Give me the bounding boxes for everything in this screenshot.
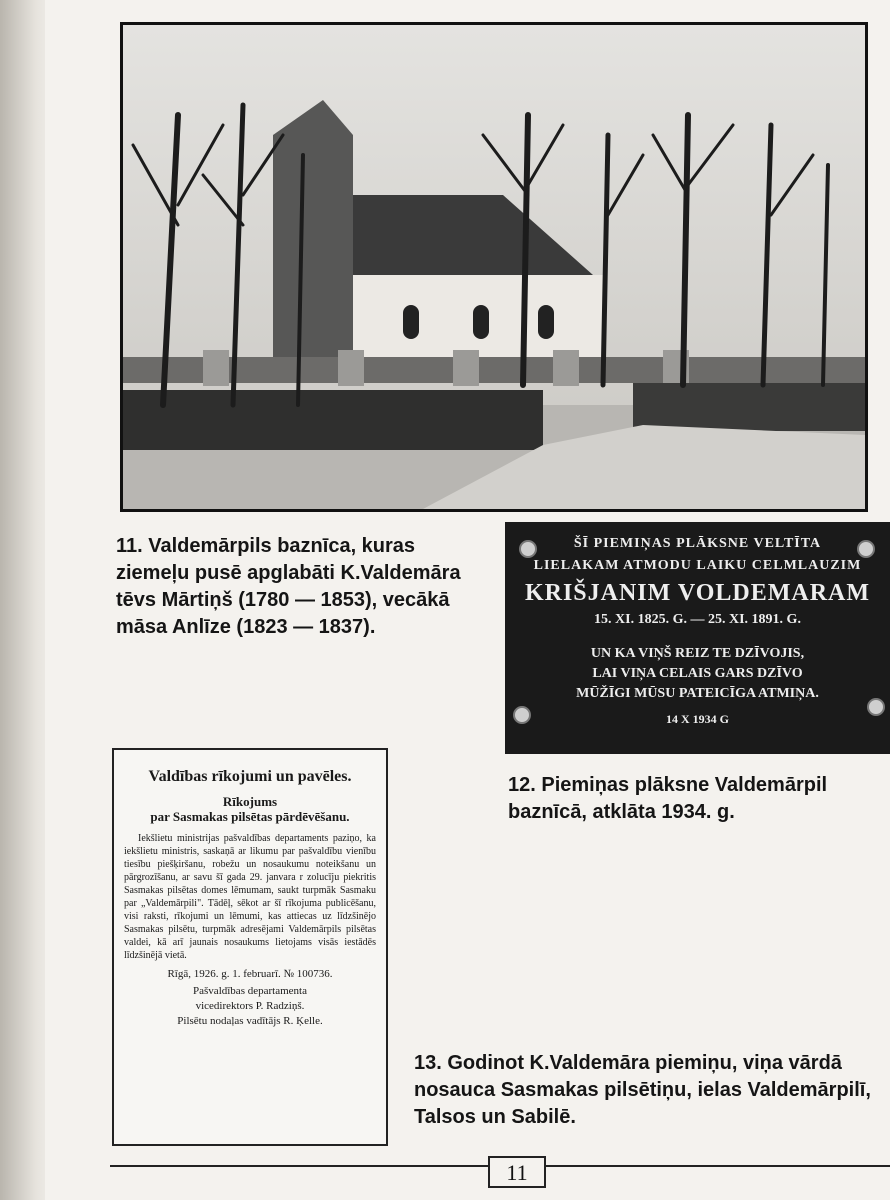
plaque-line: LAI VIŅA CELAIS GARS DZĪVO (592, 666, 803, 681)
plaque-line: UN KA VIŅŠ REIZ TE DZĪVOJIS, (590, 646, 805, 661)
caption-12-line-2: baznīcā, atklāta 1934. g. (508, 801, 735, 823)
plaque-dates: 15. XI. 1825. G. — 25. XI. 1891. G. (594, 612, 801, 627)
clipping-signature (124, 984, 376, 1029)
church-photo (120, 22, 868, 512)
signature-line: Pašvaldības departamenta (193, 985, 307, 997)
caption-13: 13. Godinot K.Valdemāra piemiņu, viņa vārdā nosauca Sasmakas pilsētiņu, ielas Valdemārpilī, Talsos un Sabilē. (414, 1052, 871, 1128)
plaque-line: MŪŽĪGI MŪSU PATEICĪGA ATMIŅA. (576, 686, 819, 701)
caption-11: 11. Valdemārpils baznīca, kuras ziemeļu pusē apglabāti K.Valdemāra tēvs Mārtiņš (1780 — 1853), vecākā māsa Anlīze (1823 — 1837). (116, 535, 461, 638)
clipping-subtitle-1: Rīkojums (222, 794, 278, 809)
clipping-subtitle (124, 794, 376, 824)
clipping-heading: Valdības rīkojumi un pavēles. (148, 768, 352, 785)
plaque-line: ŠĪ PIEMIŅAS PLĀKSNE VELTĪTA (573, 536, 822, 551)
plaque-unveil-date: 14 X 1934 G (666, 712, 729, 726)
clipping-date: Rīgā, 1926. g. 1. februarī. № 100736. (167, 968, 333, 980)
caption-12 (508, 772, 890, 826)
newspaper-clipping (112, 748, 388, 1146)
clipping-body: Iekšlietu ministrijas pašvaldības departaments paziņo, ka iekšlietu ministris, saskaņā ar likumu par pašvaldību vienību tiesību piešķiršanu, robežu un nosaukumu noteikšanu un pārgrozīšanu, ar savu šī gada 29. janvara r zolucīju piekritis Sasmakas pilsētas domes lēmumam, saukt turpmāk Sasmaku par „Valdemārpili". Tādēļ, sēkot ar šī rīkojuma publicēšanu, visi raksti, rīkojumi un lēmumi, kas attiecas uz līdzšinējo Sasmakas pilsētu, turpmāk adresējami Valdemārpils pilsētas valdei, kā arī jaunais nosaukums lietojams visās iestādēs līdzšinējā vietā. (124, 833, 376, 961)
clipping-subtitle-2: par Sasmakas pilsētas pārdēvēšanu. (150, 809, 350, 824)
page-number: 11 (488, 1156, 546, 1188)
signature-line: Pilsētu nodaļas vadītājs R. Ķelle. (177, 1015, 323, 1027)
plaque-name: KRIŠJANIM VOLDEMARAM (524, 580, 871, 606)
plaque-line: LIELAKAM ATMODU LAIKU CELMLAUZIM (533, 558, 862, 573)
signature-line: vicedirektors P. Radziņš. (195, 1000, 305, 1012)
caption-12-line-1: 12. Piemiņas plāksne Valdemārpil (508, 774, 828, 796)
memorial-plaque-photo (505, 522, 890, 754)
